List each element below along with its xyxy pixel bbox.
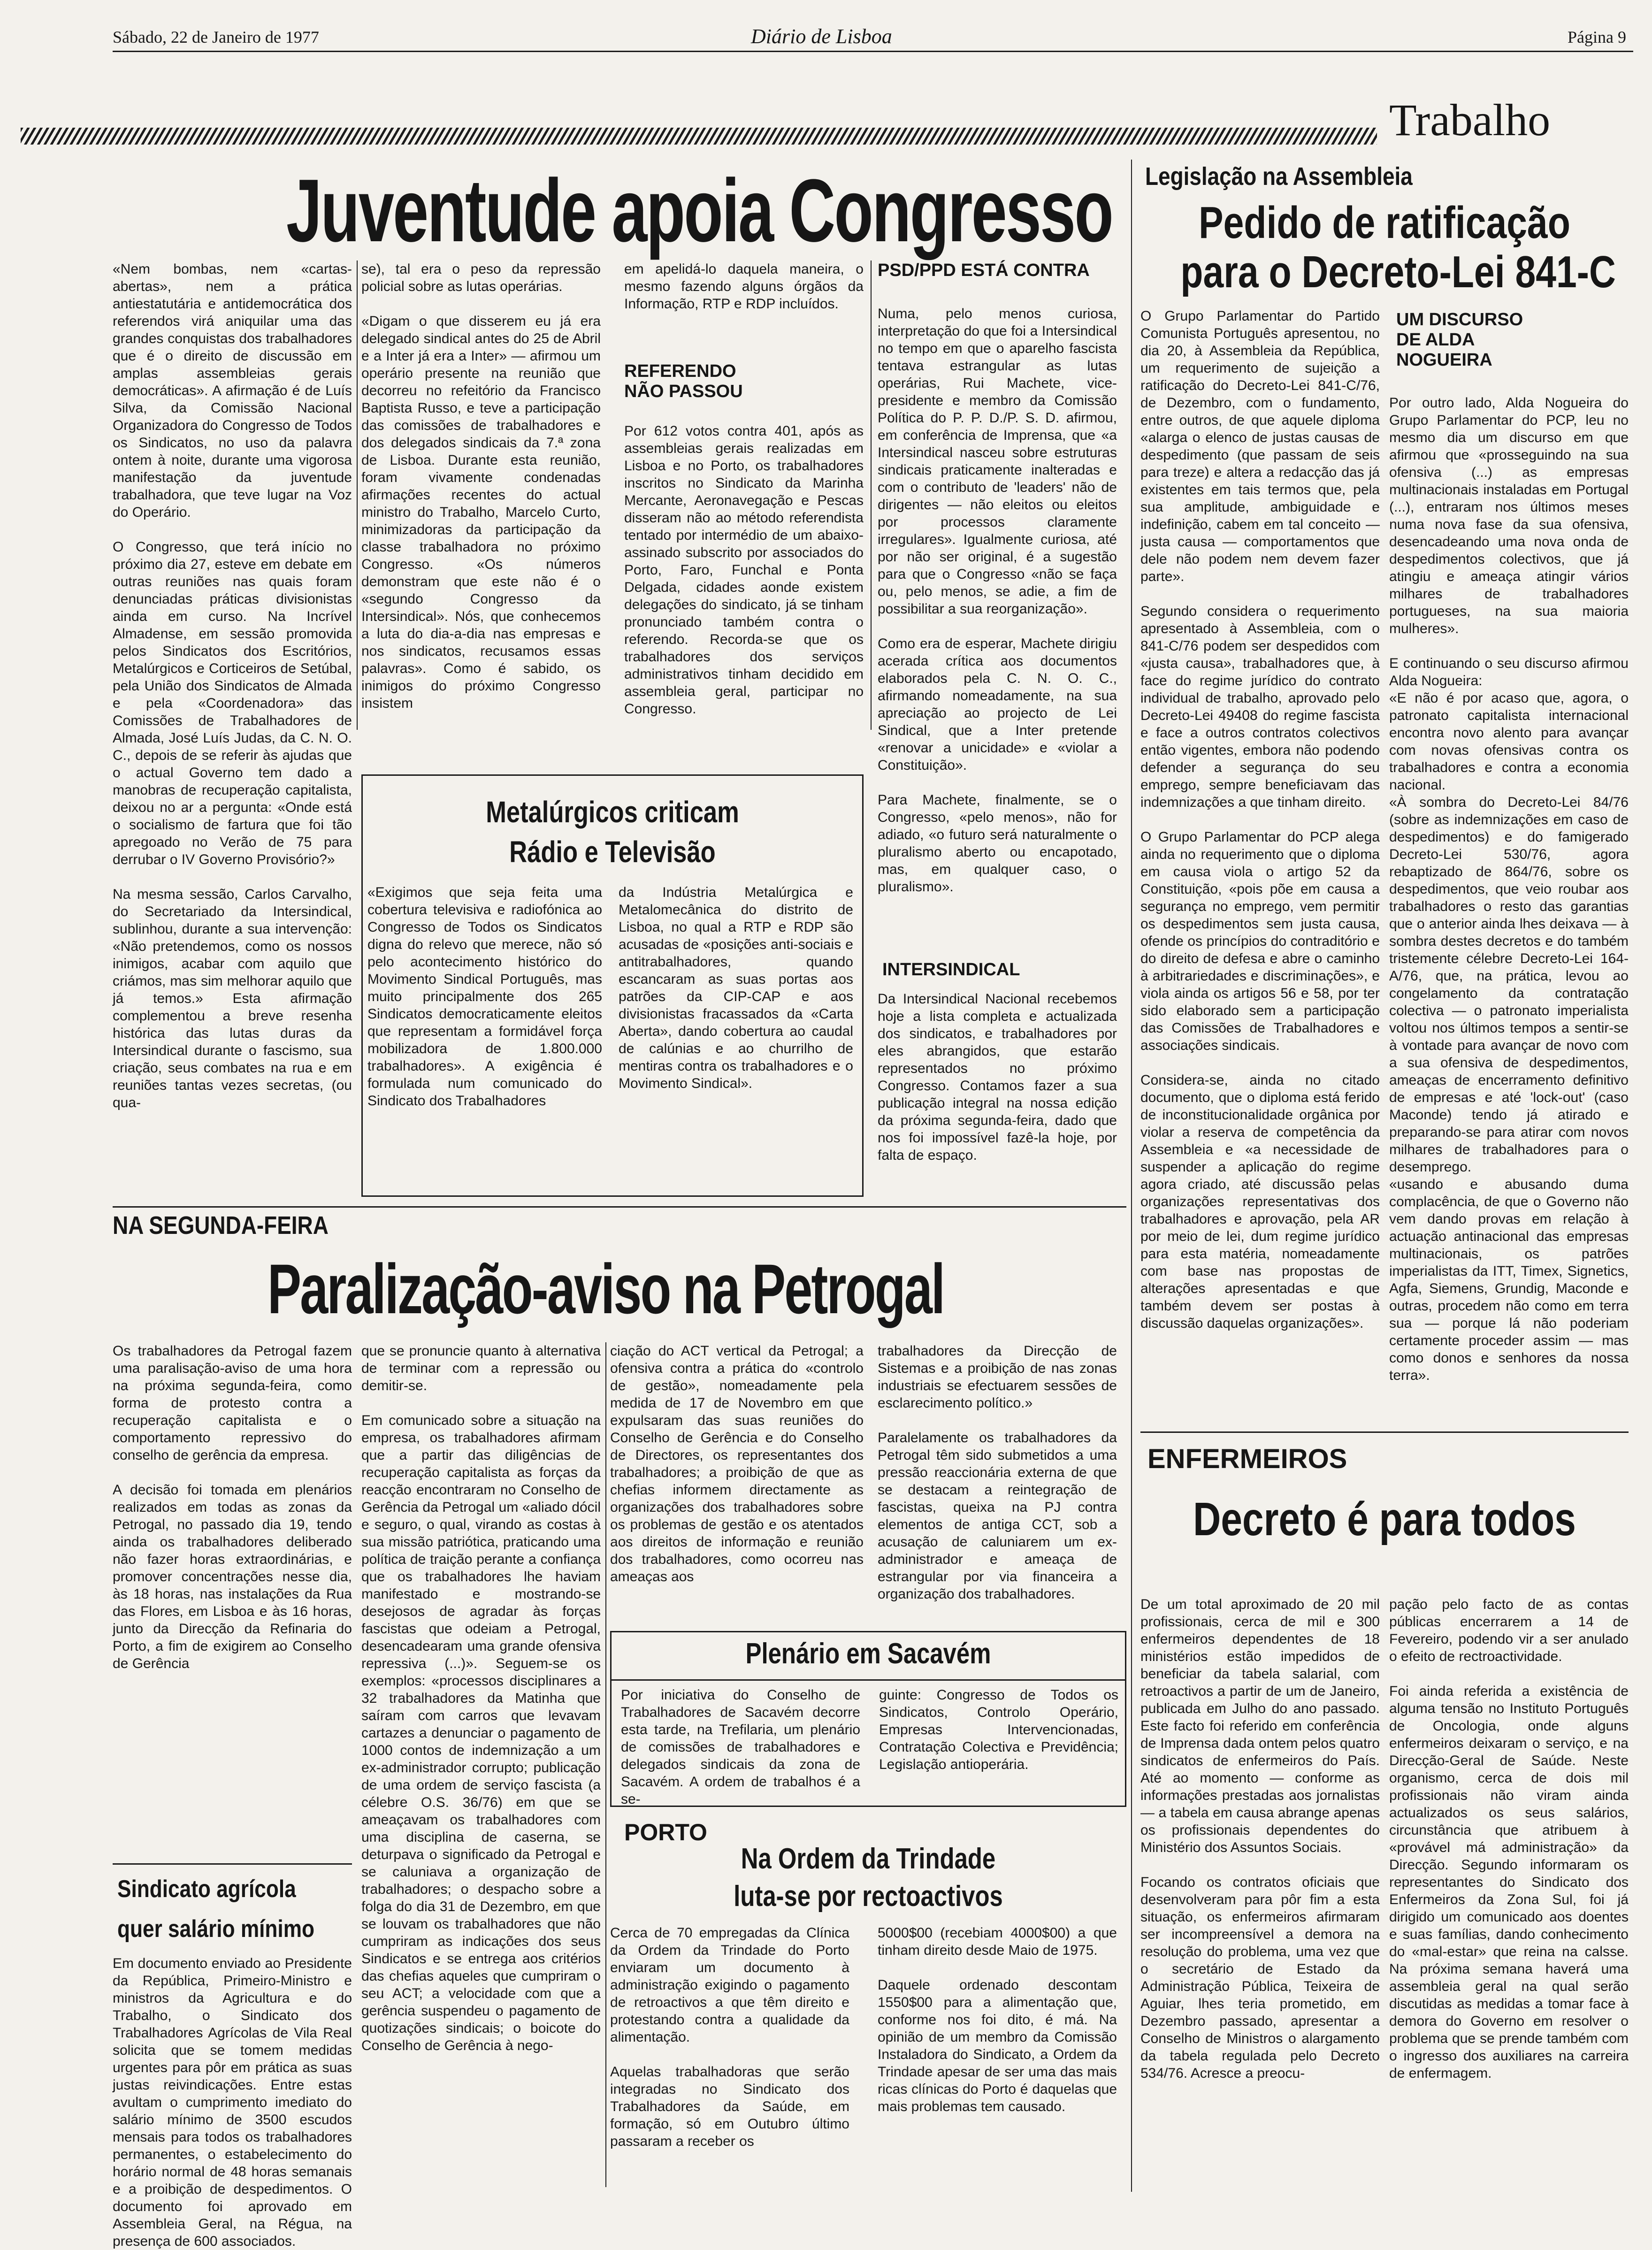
psd-heading: PSD/PPD ESTÁ CONTRA — [878, 260, 1090, 280]
petrogal-column-1: Os trabalhadores da Petrogal fazem uma paralisação-aviso de uma hora na próxima segunda-feira, como forma de protesto contra a recuperação capitalista e o comportamento repressivo do conselho de gerência da empresa. A decisão foi tomada em plenários realizados em todas as zonas da Petrogal, no passado dia 19, tendo ainda os trabalhadores deliberado não fazer horas extraordinárias, e promover concentrações nesse dia, às 18 horas, nas instalações da Rua das Flores, em Lisboa e às 16 horas, junto da Direcção da Refinaria do Porto, a fim de exigirem ao Conselho de Gerência — [113, 1343, 352, 1671]
section-title: Trabalho — [1389, 95, 1551, 145]
column-rule — [871, 260, 872, 730]
section-hatch-bar — [21, 128, 1377, 145]
legislacao-title-line-1: Pedido de ratificação — [1199, 198, 1570, 248]
referendo-text: Por 612 votos contra 401, após as assembleias gerais realizadas em Lisboa e no Porto, os trabalhadores inscritos no Sindicato da Marinha Mercante, Aeronavegação e Pescas disseram não ao método referendista tentado por intermédio de um abaixo-assinado subscrito por associados do Porto, Faro, Funchal e Ponta Delgada, cidades aonde existem delegações do sindicato, já se tinham pronunciado também contra o referendo. Recorda-se que os trabalhadores dos serviços administrativos tinham decidido em assembleia geral, participar no Congresso. — [624, 423, 868, 717]
column-rule — [1131, 160, 1132, 2192]
metalurgicos-title-line-2: Rádio e Televisão — [509, 835, 716, 869]
masthead-paper-name: Diário de Lisboa — [751, 25, 892, 48]
headline-enfermeiros: Decreto é para todos — [1193, 1493, 1576, 1546]
legislacao-kicker: Legislação na Assembleia — [1145, 162, 1413, 191]
plenario-title-rule — [612, 1679, 1125, 1681]
porto-title-line-2: luta-se por rectoactivos — [734, 1880, 1003, 1913]
legislacao-column-1: O Grupo Parlamentar do Partido Comunista Português apresentou, no dia 20, à Assembleia da República, um requerimento de sujeição a ratificação do Decreto-Lei 841-C/76, de Dezembro, com o fundamento, entre outros, de que aquele diploma «alarga o elenco de justas causas de despedimento (que passam de seis para treze) e altera a redacção das já existentes em tais termos que, pela sua amplitude, ambiguidade e indefinição, cabem em tal conceito — justa causa — comportamentos que dele não podem nem devem fazer parte». Segundo considera o requerimento apresentado à Assembleia, com o 841-C/76 podem ser despedidos com «justa causa», trabalhadores que, à face do regime jurídico do contrato individual de trabalho, aprovado pelo Decreto-Lei 49408 do regime fascista e face a outros contratos colectivos então vigentes, embora não podendo defender a segurança do seu emprego, sempre beneficiavam das indemnizações a que tinham direito. O Grupo Parlamentar do PCP alega ainda no requerimento que o diploma em causa viola o artigo 52 da Constituição, «pois põe em causa a segurança no emprego, vem permitir os despedimentos sem justa causa, ofende os princípios do contraditório e do direito de defesa e abre o caminho à arbitrariedades e discriminações», e viola ainda os artigos 56 e 58, por ter sido elaborado sem a participação das Comissões de Trabalhadores e associações sindicais. Considera-se, ainda no citado documento, que o diploma está ferido de inconstitucionalidade orgânica por violar a reserva de competência da Assembleia e «a necessidade de suspender a aplicação do regime agora criado, até discussão pelas organizações representativas dos trabalhadores e aprovação, pela AR por meio de lei, dum regime jurídico para esta matéria, nomeadamente com base nas propostas de alterações apresentadas e que também devem ser postas à discussão daquelas organizações». — [1140, 308, 1380, 1331]
petrogal-kicker: NA SEGUNDA-FEIRA — [113, 1211, 329, 1240]
plenario-column-2: guinte: Congresso de Todos os Sindicatos, Controlo Operário, Empresas Intervencionadas, Contratação Colectiva e Previdência; Legislação antioperária. — [879, 1687, 1123, 1772]
metalurgicos-column-1: «Exigimos que seja feita uma cobertura televisiva e radiofónica ao Congresso de Todos os Sindicatos digna do relevo que merece, não só pelo acontecimento histórico do Movimento Sindical Português, mas muito principalmente dos 265 Sindicatos democraticamente eleitos que representam a formidável força mobilizadora de 1.800.000 trabalhadores». A exigência é formulada num comunicado do Sindicato dos Trabalhadores — [367, 885, 606, 1109]
juventude-column-1: «Nem bombas, nem «cartas-abertas», nem a prática antiestatutária e antidemocrática dos referendos virá aniquilar uma das grandes conquistas dos trabalhadores que é o direito de discussão em amplas assembleias gerais democráticas». A afirmação é de Luís Silva, da Comissão Nacional Organizadora do Congresso de Todos os Sindicatos, no uso da palavra ontem à noite, durante uma vigorosa manifestação da juventude trabalhadora, que teve lugar na Voz do Operário. O Congresso, que terá início no próximo dia 27, esteve em debate em outras reuniões nas quais foram denunciadas práticas divisionistas ainda em curso. Na Incrível Almadense, em sessão promovida pelos Sindicatos dos Escritórios, Metalúrgicos e Corticeiros de Setúbal, pela União dos Sindicatos de Almada e pela «Coordenadora» das Comissões de Trabalhadores de Almada, José Luís Judas, da C. N. O. C., depois de se referir às ajudas que o actual Governo tem dado a manobras de recuperação capitalista, deixou no ar a pergunta: «Onde está o socialismo de fartura que foi tão apregoado no Verão de 75 para derrubar o IV Governo Provisório?» Na mesma sessão, Carlos Carvalho, do Secretariado da Intersindical, sublinhou, durante a sua intervenção: «Não pretendemos, como os nossos inimigos, acabar com aquilo que criámos, mas sim melhorar aquilo que já temos.» Esta afirmação complementou a breve resenha histórica das lutas duras da Intersindical durante o fascismo, sua criação, seus combates na rua e em reuniões tantas vezes secretas, (ou qua- — [113, 261, 352, 1110]
psd-text: Numa, pelo menos curiosa, interpretação do que foi a Intersindical no tempo em que o aparelho fascista tentava estrangular as lutas operárias, Rui Machete, vice-presidente e membro da Comissão Política do P. P. D./P. S. D. afirmou, em conferência de Imprensa, que «a Intersindical nasceu sobre estruturas sindicais praticamente inalteradas e com o contributo de 'leaders' não de dirigentes — não eleitos ou eleitos por processos claramente irregulares». Igualmente curiosa, até por não ser original, é a sugestão para que o Congresso «não se faça ou, pelo menos, se adie, a fim de possibilitar a sua reorganização». Como era de esperar, Machete dirigiu acerada crítica aos documentos elaborados pela C. N. O. C., afirmando nomeadamente, na sua apreciação ao projecto de Lei Sindical, que a Inter pretende «renovar a unicidade» e «violar a Constituição». Para Machete, finalmente, se o Congresso, «pelo menos», não for adiado, «o futuro será naturalmente o pluralismo aberto ou encapotado, mas, em qualquer caso, o pluralismo». — [878, 306, 1117, 895]
referendo-heading: REFERENDO NÃO PASSOU — [624, 361, 743, 401]
page-number: Página 9 — [1568, 28, 1626, 46]
porto-column-2: 5000$00 (recebiam 4000$00) a que tinham direito desde Maio de 1975. Daquele ordenado descontam 1550$00 para a alimentação que, conforme nos foi dito, é má. Na opinião de um membro da Comissão Instaladora do Sindicato, a Ordem da Trindade apesar de ser uma das mais ricas clínicas do Porto é daquelas que mais problemas tem causado. — [878, 1925, 1117, 2114]
masthead-rule — [113, 51, 1633, 52]
intersindical-heading: INTERSINDICAL — [882, 960, 1020, 980]
plenario-column-1: Por iniciativa do Conselho de Trabalhadores de Sacavém decorre esta tarde, na Trefilaria, um plenário de comissões de trabalhadores e delegados sindicais da zona de Sacavém. A ordem de trabalhos é a se- — [621, 1687, 864, 1807]
porto-title-line-1: Na Ordem da Trindade — [741, 1843, 996, 1875]
enfermeiros-column-1: De um total aproximado de 20 mil profissionais, cerca de mil e 300 enfermeiros dependentes de 18 ministérios estão impedidos de beneficiar da tabela salarial, com retroactivos a partir de um de Janeiro, publicada em Julho do ano passado. Este facto foi referido em conferência de Imprensa dada ontem pelos quatro sindicatos de enfermeiros do País. Até ao momento — conforme as informações prestadas aos jornalistas — a tabela em causa abrange apenas os profissionais dependentes do Ministério dos Assuntos Sociais. Focando os contratos oficiais que desenvolveram para pôr fim a esta situação, os enfermeiros afirmaram ser incompreensível a demora na resolução do problema, uma vez que o secretário de Estado da Administração Pública, Teixeira de Aguiar, lhes teria prometido, em Dezembro passado, apresentar a Conselho de Ministros o alargamento da tabela regulada pelo Decreto 534/76. Acresce a preocu- — [1140, 1597, 1380, 2081]
porto-kicker: PORTO — [624, 1819, 707, 1845]
sindicato-text: Em documento enviado ao Presidente da República, Primeiro-Ministro e ministros da Agricultura e do Trabalho, o Sindicato dos Trabalhadores Agrícolas de Vila Real solicita que se tomem medidas urgentes para pôr em prática as suas justas reivindicações. Entre estas avultam o cumprimento imediato do salário mínimo de 3500 escudos mensais para todos os trabalhadores permanentes, o estabelecimento do horário normal de 48 horas semanais e a proibição de despedimentos. O documento foi aprovado em Assembleia Geral, na Régua, na presença de 600 associados. — [113, 1956, 356, 2249]
enfermeiros-kicker: ENFERMEIROS — [1147, 1444, 1347, 1474]
metalurgicos-title-line-1: Metalúrgicos criticam — [486, 795, 739, 829]
petrogal-top-rule — [113, 1206, 1126, 1208]
legislacao-column-2: Por outro lado, Alda Nogueira do Grupo Parlamentar do PCP, leu no mesmo dia um discurso em que afirmou que «prosseguindo na sua ofensiva (...) as empresas multinacionais instaladas em Portugal (...), entraram nos últimos meses numa nova fase da sua ofensiva, desencadeando uma nova onda de despedimentos colectivos, que já atingiu e ameaça atingir vários milhares de trabalhadores portugueses, na sua maioria mulheres». E continuando o seu discurso afirmou Alda Nogueira: «E não é por acaso que, agora, o patronato capitalista internacional encontra novo alento para avançar com novas ofensivas contra os trabalhadores e contra a economia nacional. «À sombra do Decreto-Lei 84/76 (sobre as indemnizações em caso de despedimentos) e do famigerado Decreto-Lei 530/76, agora rebaptizado de 864/76, sobre os despedimentos, que veio roubar aos trabalhadores o resto das garantias que o anterior ainda lhes deixava — à sombra destes decretos e do também tristemente célebre Decreto-Lei 164-A/76, que, na prática, levou ao congelamento da contratação colectiva — o patronato imperialista voltou nos últimos tempos a sentir-se à vontade para avançar de novo com a sua ofensiva de despedimentos, ameaças de encerramento definitivo de empresas e até 'lock-out' (caso Maconde) tendo já atirado e preparando-se para atirar com novos milhares de trabalhadores para o desemprego. «usando e abusando duma complacência, de que o Governo não vem dando provas em relação à actuação antinacional das empresas multinacionais, os patrões imperialistas da ITT, Timex, Signetics, Agfa, Siemens, Grundig, Maconde e outras, procedem não como em terra sua — porque lá não poderiam certamente proceder assim — mas como donos e senhores da nossa terra». — [1389, 395, 1629, 1383]
metalurgicos-column-2: da Indústria Metalúrgica e Metalomecânica do distrito de Lisboa, no qual a RTP e RDP são acusadas de «posições anti-sociais e antitrabalhadores, quando escancaram as suas portas aos patrões da CIP-CAP e aos divisionistas fracassados da «Carta Aberta», dando cobertura ao caudal de calúnias e ao churrilho de mentiras contra os trabalhadores e o Movimento Sindical». — [619, 885, 857, 1091]
enfermeiros-column-2: pação pelo facto de as contas públicas encerrarem a 14 de Fevereiro, podendo vir a ser anulado o efeito de rectroactividade. Foi ainda referida a existência de alguma tensão no Instituto Português de Oncologia, onde alguns enfermeiros deixaram o serviço, e na Direcção-Geral de Saúde. Neste organismo, cerca de dois mil profissionais não viram ainda actualizados os seus salários, circunstância que atribuem à «provável má administração» da Direcção. Segundo informaram os representantes do Sindicato dos Enfermeiros da Zona Sul, foi já dirigido um comunicado aos doentes e suas famílias, dando conhecimento do «mal-estar» que reina na calsse. Na próxima semana haverá uma assembleia geral na qual serão discutidas as medidas a tomar face à demora do Governo em resolver o problema que se prende também com o ingresso dos auxiliares na carreira de enfermagem. — [1389, 1597, 1629, 2081]
sindicato-title-line-1: Sindicato agrícola — [117, 1875, 296, 1903]
petrogal-column-3: ciação do ACT vertical da Petrogal; a ofensiva contra a prática do «controlo de gestão», nomeadamente pela medida de 17 de Novembro em que expulsaram das suas reuniões do Conselho de Gerência e do Conselho de Directores, os representantes dos trabalhadores; a proibição de que as chefias informem directamente as organizações dos trabalhadores sobre os problemas de gestão e os atentados aos direitos de informação e reunião dos trabalhadores, como ocorreu nas ameaças aos — [610, 1343, 868, 1584]
juventude-column-2: se), tal era o peso da repressão policial sobre as lutas operárias. «Digam o que disserem eu já era delegado sindical antes do 25 de Abril e a Inter já era a Inter» — afirmou um operário presente na reunião que decorreu no refeitório da Francisco Baptista Russo, e teve a participação das comissões de trabalhadores e dos delegados sindicais da 7.ª zona de Lisboa. Durante esta reunião, foram vivamente condenadas afirmações recentes do actual ministro do Trabalho, Marcelo Curto, minimizadoras da participação da classe trabalhadora no próximo Congresso. «Os números demonstram que este não é o «segundo Congresso da Intersindical». Nós, que conhecemos a luta do dia-a-dia nas empresas e nos sindicatos, recusamos essas palavras». Como é sabido, os inimigos do próximo Congresso insistem — [361, 261, 601, 711]
column-rule — [357, 260, 358, 730]
enfermeiros-top-rule — [1140, 1431, 1629, 1433]
juventude-column-3: em apelidá-lo daquela maneira, o mesmo fazendo alguns órgãos da Informação, RTP e RDP incluídos. — [624, 261, 868, 312]
plenario-title: Plenário em Sacavém — [745, 1638, 991, 1670]
intersindical-text: Da Intersindical Nacional recebemos hoje a lista completa e actualizada dos sindicatos, e trabalhadores por eles abrangidos, que estarão representados no próximo Congresso. Contamos fazer a sua publicação integral na nossa edição da próxima segunda-feira, dado que nos foi impossível fazê-la hoje, por falta de espaço. — [878, 991, 1121, 1163]
sindicato-top-rule — [113, 1863, 352, 1865]
alda-nogueira-heading: UM DISCURSO DE ALDA NOGUEIRA — [1396, 310, 1523, 370]
plenario-box — [610, 1631, 1126, 1807]
headline-petrogal: Paralização-aviso na Petrogal — [268, 1249, 944, 1328]
metalurgicos-box — [361, 774, 864, 1197]
petrogal-column-4: trabalhadores da Direcção de Sistemas e a proibição de nas zonas industriais se efectuarem sessões de esclarecimento político.» Paralelamente os trabalhadores da Petrogal têm sido submetidos a uma pressão reaccionária externa de que se destacam a reintegração de fascistas, queixa na PJ contra elementos de antiga CCT, sob a acusação de caluniarem um ex-administrador e ameaça de estrangular por via financeira a organização dos trabalhadores. — [878, 1343, 1117, 1602]
petrogal-column-2: que se pronuncie quanto à alternativa de terminar com a repressão ou demitir-se. Em comunicado sobre a situação na empresa, os trabalhadores afirmam que a partir das diligências de recuperação capitalista as forças da reacção encontraram no Conselho de Gerência da Petrogal um «aliado dócil e seguro, o qual, virando as costas à sua missão patriótica, praticando uma política de traição perante a confiança que os trabalhadores lhe haviam manifestado e mostrando-se desejosos de agradar às forças fascistas que odeiam a Petrogal, desencadearam uma grande ofensiva repressiva (...)». Seguem-se os exemplos: «processos disciplinares a 32 trabalhadores da Matinha que saíram com carros que levavam cartazes a denunciar o pagamento de 1000 contos de indemnização a um ex-administrador corrupto; publicação de uma ordem de serviço fascista (a célebre O.S. 36/76) em que se ameaçavam os trabalhadores com uma disciplina de caserna, se deturpava o significado da Petrogal e se caluniava a organização de trabalhadores; o despacho sobre a folga do dia 31 de Dezembro, em que se louvam os trabalhadores que não cumpriram as indicações dos seus Sindicatos e se entrega aos critérios das chefias aqueles que cumpriram o seu ACT; a velocidade com que a gerência suspendeu o pagamento de quotizações sindicais; o boicote do Conselho de Gerência à nego- — [361, 1343, 601, 2053]
sindicato-title-line-2: quer salário mínimo — [117, 1915, 315, 1943]
column-rule — [605, 1342, 606, 2187]
legislacao-title-line-2: para o Decreto-Lei 841-C — [1180, 247, 1616, 297]
porto-column-1: Cerca de 70 empregadas da Clínica da Ordem da Trindade do Porto enviaram um documento à administração exigindo o pagamento de retroactivos a que têm direito e protestando contra a qualidade da alimentação. Aquelas trabalhadoras que serão integradas no Sindicato dos Trabalhadores da Saúde, em formação, só em Outubro último passaram a receber os — [610, 1925, 849, 2149]
masthead-date: Sábado, 22 de Janeiro de 1977 — [113, 28, 319, 46]
headline-juventude: Juventude apoia Congresso — [286, 161, 1112, 260]
